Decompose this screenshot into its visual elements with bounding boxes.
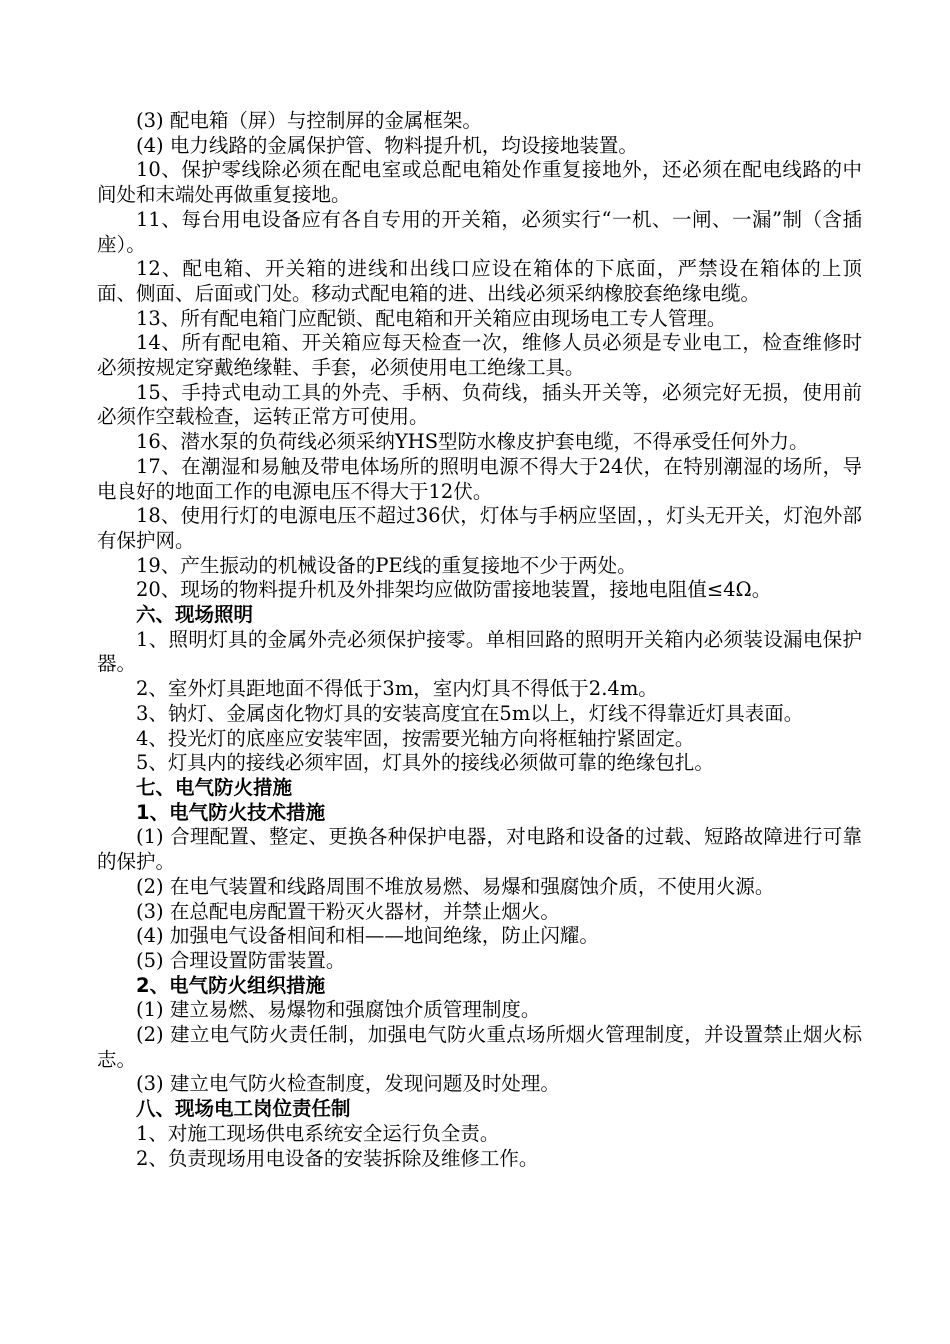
paragraph-3: (3) 配电箱（屏）与控制屏的金属框架。: [136, 109, 482, 132]
paragraph-12: 12、配电箱、开关箱的进线和出线口应设在箱体的下底面，严禁设在箱体的上顶面、侧面、后面或门处。移动式配电箱的进、出线必须采纳橡胶套绝缘电缆。: [97, 257, 862, 305]
tech-measure-5: (5) 合理设置防雷装置。: [136, 948, 346, 972]
document-page: [97, 109, 862, 1171]
paragraph-11: 11、每台用电设备应有各自专用的开关箱，必须实行“一机、一闸、一漏”制（含插座）。: [97, 207, 862, 256]
paragraph-10: 10、保护零线除必须在配电室或总配电箱处作重复接地外，还必须在配电线路的中间处和末端处再做重复接地。: [97, 158, 862, 207]
paragraph-19: 19、产生振动的机械设备的PE线的重复接地不少于两处。: [136, 553, 637, 577]
paragraph-20: 20、现场的物料提升机及外排架均应做防雷接地装置，接地电阻值≤4Ω。: [136, 578, 772, 602]
paragraph-18: 18、使用行灯的电源电压不超过36伏，灯体与手柄应坚固，，灯头无开关，灯泡外部有保护网。: [97, 504, 862, 552]
section-heading-electrician-duties: 八、现场电工岗位责任制: [136, 1097, 351, 1121]
tech-measure-1: (1) 合理配置、整定、更换各种保护电器，对电路和设备的过载、短路故障进行可靠的保护。: [97, 825, 862, 874]
paragraph-15: 15、手持式电动工具的外壳、手柄、负荷线，插头开关等，必须完好无损，使用前必须作空载检查，运转正常方可使用。: [97, 380, 862, 429]
duty-item-1: 1、对施工现场供电系统安全运行负全责。: [136, 1121, 500, 1145]
section-heading-fire-prevention: 七、电气防火措施: [136, 775, 293, 799]
duty-item-2: 2、负责现场用电设备的安装拆除及维修工作。: [136, 1146, 539, 1170]
org-measure-2: (2) 建立电气防火责任制，加强电气防火重点场所烟火管理制度，并设置禁止烟火标志。: [97, 1023, 862, 1071]
subheading-technical-measures: 1、电气防火技术措施: [136, 800, 326, 824]
org-measure-3: (3) 建立电气防火检查制度，发现问题及时处理。: [136, 1072, 560, 1096]
paragraph-17: 17、在潮湿和易触及带电体场所的照明电源不得大于24伏，在特别潮湿的场所，导电良好的地面工作的电源电压不得大于12伏。: [97, 454, 862, 503]
paragraph-4: (4) 电力线路的金属保护管、物料提升机，均设接地装置。: [136, 133, 638, 157]
paragraph-13: 13、所有配电箱门应配锁、配电箱和开关箱应由现场电工专人管理。: [136, 306, 727, 330]
tech-measure-3: (3) 在总配电房配置干粉灭火器材，并禁止烟火。: [136, 899, 560, 923]
lighting-item-1: 1、照明灯具的金属外壳必须保护接零。单相回路的照明开关箱内必须装设漏电保护器。: [97, 627, 862, 676]
lighting-item-4: 4、投光灯的底座应安装牢固，按需要光轴方向将框轴拧紧固定。: [136, 726, 695, 750]
section-heading-lighting: 六、现场照明: [136, 603, 254, 627]
tech-measure-2: (2) 在电气装置和线路周围不堆放易燃、易爆和强腐蚀介质，不使用火源。: [136, 874, 775, 898]
paragraph-16: 16、潜水泵的负荷线必须采纳YHS型防水橡皮护套电缆，不得承受任何外力。: [136, 430, 809, 454]
tech-measure-4: (4) 加强电气设备相间和相——地间绝缘，防止闪耀。: [136, 924, 599, 948]
paragraph-14: 14、所有配电箱、开关箱应每天检查一次，维修人员必须是专业电工，检查维修时必须按规定穿戴绝缘鞋、手套，必须使用电工绝缘工具。: [97, 331, 862, 380]
lighting-item-3: 3、钠灯、金属卤化物灯具的安装高度宜在5m以上，灯线不得靠近灯具表面。: [136, 701, 804, 725]
lighting-item-2: 2、室外灯具距地面不得低于3m，室内灯具不得低于2.4m。: [136, 677, 658, 701]
lighting-item-5: 5、灯具内的接线必须牢固，灯具外的接线必须做可靠的绝缘包扎。: [136, 751, 714, 775]
subheading-organizational-measures: 2、电气防火组织措施: [136, 973, 326, 997]
org-measure-1: (1) 建立易燃、易爆物和强腐蚀介质管理制度。: [136, 998, 541, 1022]
